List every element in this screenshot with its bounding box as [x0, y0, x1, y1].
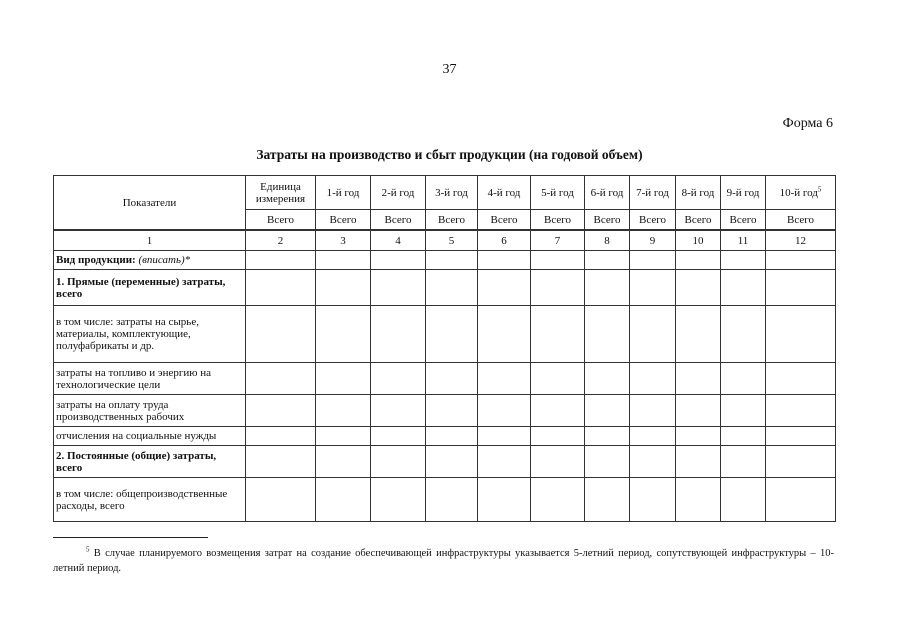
column-number: 3	[316, 230, 371, 251]
data-cell[interactable]	[426, 427, 478, 446]
data-cell[interactable]	[478, 363, 531, 395]
header-year-6: 6-й год	[585, 176, 630, 210]
data-cell[interactable]	[721, 306, 766, 363]
data-cell[interactable]	[246, 251, 316, 270]
data-cell[interactable]	[426, 363, 478, 395]
data-cell[interactable]	[426, 478, 478, 522]
data-cell[interactable]	[676, 251, 721, 270]
data-cell[interactable]	[585, 446, 630, 478]
data-cell[interactable]	[246, 446, 316, 478]
data-cell[interactable]	[766, 446, 836, 478]
column-number: 6	[478, 230, 531, 251]
data-cell[interactable]	[676, 306, 721, 363]
data-cell[interactable]	[531, 478, 585, 522]
data-cell[interactable]	[585, 363, 630, 395]
header-year-7: 7-й год	[630, 176, 676, 210]
header-indicators: Показатели	[54, 176, 246, 231]
data-cell[interactable]	[585, 270, 630, 306]
row-label-raw-materials: в том числе: затраты на сырье, материалы, комплектующие, полуфабрикаты и др.	[54, 306, 246, 363]
table-row	[54, 395, 836, 427]
footnote-divider	[53, 537, 208, 538]
column-number: 12	[766, 230, 836, 251]
data-cell[interactable]	[426, 270, 478, 306]
column-number-row	[54, 230, 836, 251]
header-total: Всего	[246, 210, 316, 231]
data-cell[interactable]	[766, 363, 836, 395]
header-year-3: 3-й год	[426, 176, 478, 210]
data-cell[interactable]	[246, 270, 316, 306]
page-number: 37	[442, 62, 457, 77]
data-cell[interactable]	[371, 395, 426, 427]
data-cell[interactable]	[766, 478, 836, 522]
data-cell[interactable]	[316, 306, 371, 363]
data-cell[interactable]	[316, 446, 371, 478]
column-number: 2	[246, 230, 316, 251]
row-label-labor: затраты на оплату труда производственных рабочих	[54, 395, 246, 427]
data-cell[interactable]	[371, 306, 426, 363]
data-cell[interactable]	[721, 363, 766, 395]
data-cell[interactable]	[766, 395, 836, 427]
header-total: Всего	[676, 210, 721, 231]
data-cell[interactable]	[426, 446, 478, 478]
data-cell[interactable]	[585, 306, 630, 363]
data-cell[interactable]	[246, 478, 316, 522]
data-cell[interactable]	[371, 427, 426, 446]
header-year-8: 8-й год	[676, 176, 721, 210]
footnote-text: В случае планируемого возмещения затрат на создание обеспечивающей инфраструктуры указывается 5-летний период, сопутствующей инфраструктуры – 10-летний период.	[53, 548, 835, 574]
column-number: 11	[721, 230, 766, 251]
document-title: Затраты на производство и сбыт продукции (на годовой объем)	[256, 147, 643, 162]
header-row-years	[54, 176, 836, 210]
data-cell[interactable]	[676, 363, 721, 395]
data-cell[interactable]	[478, 251, 531, 270]
row-label-suffix: (вписать)*	[135, 254, 191, 266]
data-cell[interactable]	[531, 306, 585, 363]
header-total: Всего	[426, 210, 478, 231]
data-cell[interactable]	[531, 363, 585, 395]
data-cell[interactable]	[721, 446, 766, 478]
data-cell[interactable]	[721, 251, 766, 270]
data-cell[interactable]	[585, 478, 630, 522]
data-cell[interactable]	[371, 270, 426, 306]
data-cell[interactable]	[531, 270, 585, 306]
column-number: 7	[531, 230, 585, 251]
header-total: Всего	[371, 210, 426, 231]
table-row	[54, 427, 836, 446]
header-year-10-label: 10-й год	[779, 186, 818, 199]
data-cell[interactable]	[585, 251, 630, 270]
data-cell[interactable]	[426, 395, 478, 427]
data-cell[interactable]	[766, 251, 836, 270]
row-label-fixed-costs: 2. Постоянные (общие) затраты, всего	[54, 446, 246, 478]
header-year-10	[766, 176, 836, 210]
table-row	[54, 363, 836, 395]
data-cell[interactable]	[630, 270, 676, 306]
data-cell[interactable]	[630, 478, 676, 522]
data-cell[interactable]	[531, 251, 585, 270]
data-cell[interactable]	[630, 395, 676, 427]
data-cell[interactable]	[478, 446, 531, 478]
header-year-1: 1-й год	[316, 176, 371, 210]
form-label: Форма 6	[782, 116, 833, 131]
footnote-number: 5	[86, 545, 90, 554]
data-cell[interactable]	[766, 427, 836, 446]
data-cell[interactable]	[478, 395, 531, 427]
data-cell[interactable]	[676, 270, 721, 306]
row-label-product-type	[54, 251, 246, 270]
row-label-social: отчисления на социальные нужды	[54, 427, 246, 446]
data-cell[interactable]	[630, 427, 676, 446]
data-cell[interactable]	[246, 395, 316, 427]
data-cell[interactable]	[316, 427, 371, 446]
data-cell[interactable]	[478, 478, 531, 522]
data-cell[interactable]	[246, 306, 316, 363]
data-cell[interactable]	[721, 395, 766, 427]
data-cell[interactable]	[478, 270, 531, 306]
data-cell[interactable]	[426, 306, 478, 363]
data-cell[interactable]	[721, 427, 766, 446]
row-label-text: Вид продукции:	[56, 254, 136, 266]
column-number: 4	[371, 230, 426, 251]
row-label-overhead: в том числе: общепроизводственные расходы, всего	[54, 478, 246, 522]
header-year-2: 2-й год	[371, 176, 426, 210]
data-cell[interactable]	[316, 251, 371, 270]
header-total: Всего	[478, 210, 531, 231]
data-cell[interactable]	[676, 446, 721, 478]
data-cell[interactable]	[478, 306, 531, 363]
data-cell[interactable]	[585, 395, 630, 427]
data-cell[interactable]	[630, 251, 676, 270]
header-total: Всего	[721, 210, 766, 231]
footnote	[53, 546, 834, 576]
table-row	[54, 478, 836, 522]
column-number: 1	[54, 230, 246, 251]
data-cell[interactable]	[371, 446, 426, 478]
data-cell[interactable]	[676, 395, 721, 427]
data-cell[interactable]	[630, 446, 676, 478]
data-cell[interactable]	[371, 478, 426, 522]
costs-table	[53, 175, 836, 522]
data-cell[interactable]	[316, 270, 371, 306]
data-cell[interactable]	[676, 427, 721, 446]
header-total: Всего	[766, 210, 836, 231]
table-row	[54, 306, 836, 363]
data-cell[interactable]	[371, 363, 426, 395]
header-year-4: 4-й год	[478, 176, 531, 210]
data-cell[interactable]	[531, 446, 585, 478]
header-total: Всего	[531, 210, 585, 231]
data-cell[interactable]	[721, 270, 766, 306]
column-number: 8	[585, 230, 630, 251]
table-row	[54, 251, 836, 270]
data-cell[interactable]	[630, 306, 676, 363]
column-number: 10	[676, 230, 721, 251]
data-cell[interactable]	[766, 270, 836, 306]
data-cell[interactable]	[531, 395, 585, 427]
header-unit: Единица измерения	[246, 176, 316, 210]
row-label-fuel-energy: затраты на топливо и энергию на технологические цели	[54, 363, 246, 395]
data-cell[interactable]	[316, 363, 371, 395]
data-cell[interactable]	[531, 427, 585, 446]
data-cell[interactable]	[766, 306, 836, 363]
column-number: 5	[426, 230, 478, 251]
header-year-5: 5-й год	[531, 176, 585, 210]
table-row	[54, 446, 836, 478]
data-cell[interactable]	[676, 478, 721, 522]
data-cell[interactable]	[316, 395, 371, 427]
data-cell[interactable]	[316, 478, 371, 522]
header-total: Всего	[585, 210, 630, 231]
data-cell[interactable]	[630, 363, 676, 395]
footnote-mark: 5	[817, 184, 822, 193]
data-cell[interactable]	[246, 363, 316, 395]
data-cell[interactable]	[585, 427, 630, 446]
data-cell[interactable]	[426, 251, 478, 270]
data-cell[interactable]	[721, 478, 766, 522]
header-total: Всего	[630, 210, 676, 231]
row-label-direct-costs: 1. Прямые (переменные) затраты, всего	[54, 270, 246, 306]
header-year-9: 9-й год	[721, 176, 766, 210]
table-row	[54, 270, 836, 306]
data-cell[interactable]	[246, 427, 316, 446]
column-number: 9	[630, 230, 676, 251]
header-total: Всего	[316, 210, 371, 231]
data-cell[interactable]	[478, 427, 531, 446]
data-cell[interactable]	[371, 251, 426, 270]
